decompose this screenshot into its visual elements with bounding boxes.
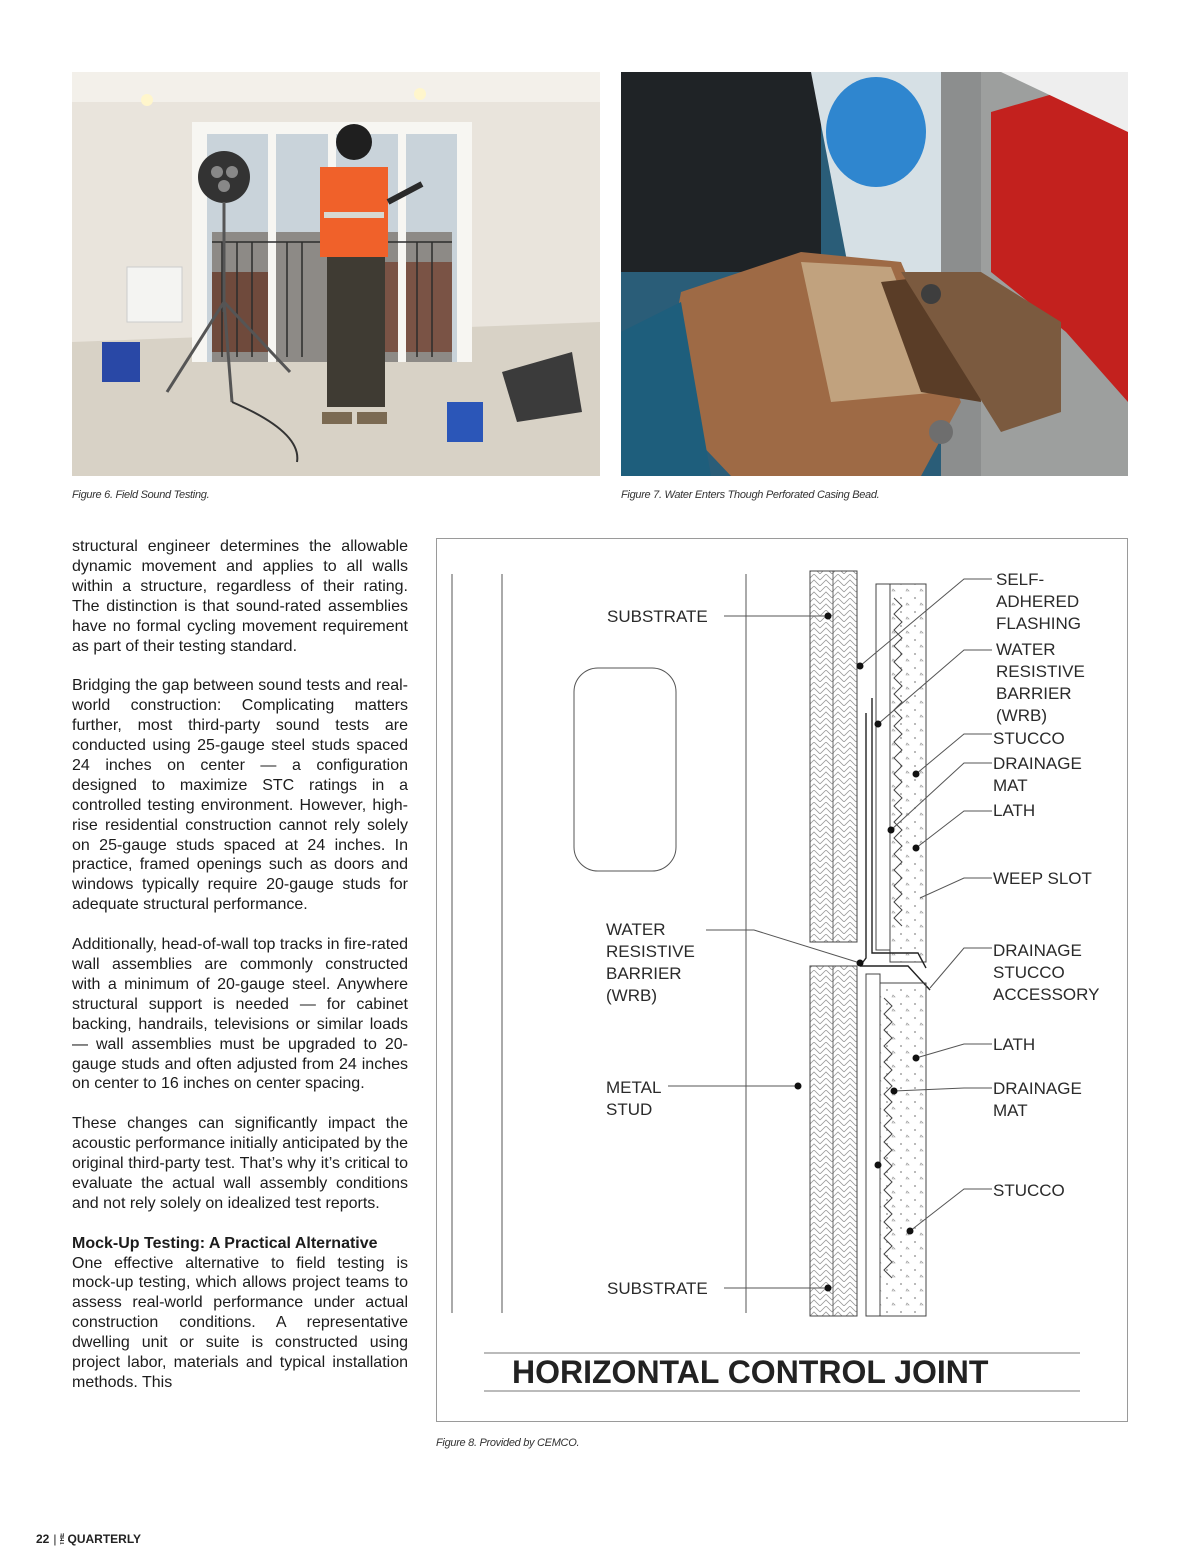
diagram-title: HORIZONTAL CONTROL JOINT: [512, 1354, 989, 1390]
magazine-article: THE: [60, 1533, 67, 1545]
water-damage-casing-bead-photo: [621, 72, 1128, 476]
figure-8-caption: Figure 8. Provided by CEMCO.: [436, 1437, 580, 1449]
page-number: 22: [36, 1532, 50, 1546]
label-wrb-left-4: (WRB): [606, 986, 657, 1005]
article-body: [72, 537, 408, 1393]
paragraph-4: These changes can significantly impact the acoustic performance initially anticipated by the original third-party test. That’s why it’s critical to evaluate the actual wall assembly conditions and not rely solely on idealized test reports.: [72, 1115, 408, 1212]
label-accessory-1: DRAINAGE: [993, 941, 1082, 960]
label-wrb-right-1: WATER: [996, 640, 1056, 659]
label-self-adhered-2: ADHERED: [996, 592, 1080, 611]
label-stucco-bottom: STUCCO: [993, 1181, 1065, 1200]
label-wrb-right-2: RESISTIVE: [996, 662, 1085, 681]
label-accessory-3: ACCESSORY: [993, 985, 1100, 1004]
label-stucco-top: STUCCO: [993, 729, 1065, 748]
footer-separator: |: [53, 1532, 57, 1546]
section-heading: Mock-Up Testing: A Practical Alternative: [72, 1234, 378, 1252]
paragraph-1: structural engineer determines the allowable dynamic movement and applies to all walls within a structure, regardless of their rating. The distinction is that sound-rated assemblies have no formal cycling movement requirement as part of their testing standard.: [72, 538, 408, 655]
label-self-adhered-3: FLASHING: [996, 614, 1082, 633]
label-wrb-right-3: BARRIER: [996, 684, 1072, 703]
label-drainage-mat-top-2: MAT: [993, 776, 1028, 795]
paragraph-5: One effective alternative to field testing is mock-up testing, which allows project teams to assess real-world performance under actual construction conditions. A representative dwelling unit or suite is constructed using project labor, materials and typical installation methods. This: [72, 1254, 408, 1391]
magazine-name: QUARTERLY: [67, 1532, 142, 1546]
label-wrb-left-1: WATER: [606, 920, 666, 939]
label-wrb-right-4: (WRB): [996, 706, 1047, 725]
horizontal-control-joint-diagram: [436, 538, 1128, 1422]
paragraph-2: Bridging the gap between sound tests and real-world construction: Complicating matters further, most third-party sound tests are conducted using 25-gauge steel studs spaced 24 inches on center — a configuration designed to maximize STC ratings in a controlled testing environment. However, high-rise residential construction cannot rely solely on 25-gauge studs spaced at 24 inches. In practice, framed openings such as doors and windows typically require 20-gauge studs for adequate structural performance.: [72, 677, 408, 914]
figure-6-caption: Figure 6. Field Sound Testing.: [72, 489, 210, 501]
label-accessory-2: STUCCO: [993, 963, 1065, 982]
label-self-adhered-1: SELF-: [996, 570, 1045, 589]
label-lath-top: LATH: [993, 801, 1036, 820]
label-drainage-mat-bottom-1: DRAINAGE: [993, 1079, 1082, 1098]
label-metal-stud-2: STUD: [606, 1100, 653, 1119]
label-drainage-mat-bottom-2: MAT: [993, 1101, 1028, 1120]
label-substrate-top: SUBSTRATE: [607, 607, 708, 626]
field-sound-testing-photo: [72, 72, 600, 476]
figure-7-caption: Figure 7. Water Enters Though Perforated Casing Bead.: [621, 489, 880, 501]
label-metal-stud-1: METAL: [606, 1078, 662, 1097]
label-wrb-left-2: RESISTIVE: [606, 942, 695, 961]
paragraph-3: Additionally, head-of-wall top tracks in fire-rated wall assemblies are commonly constructed with a minimum of 20-gauge steel. Anywhere structural support is needed — for cabinet backing, handrails, televisions or similar loads — wall assemblies must be upgraded to 20-gauge studs and often adjusted from 24 inches on center to 16 inches on center spacing.: [72, 936, 408, 1093]
label-wrb-left-3: BARRIER: [606, 964, 682, 983]
label-weep-slot: WEEP SLOT: [993, 869, 1092, 888]
page-footer: [36, 1532, 141, 1546]
label-drainage-mat-top-1: DRAINAGE: [993, 754, 1082, 773]
label-substrate-bottom: SUBSTRATE: [607, 1279, 708, 1298]
label-lath-bottom: LATH: [993, 1035, 1036, 1054]
